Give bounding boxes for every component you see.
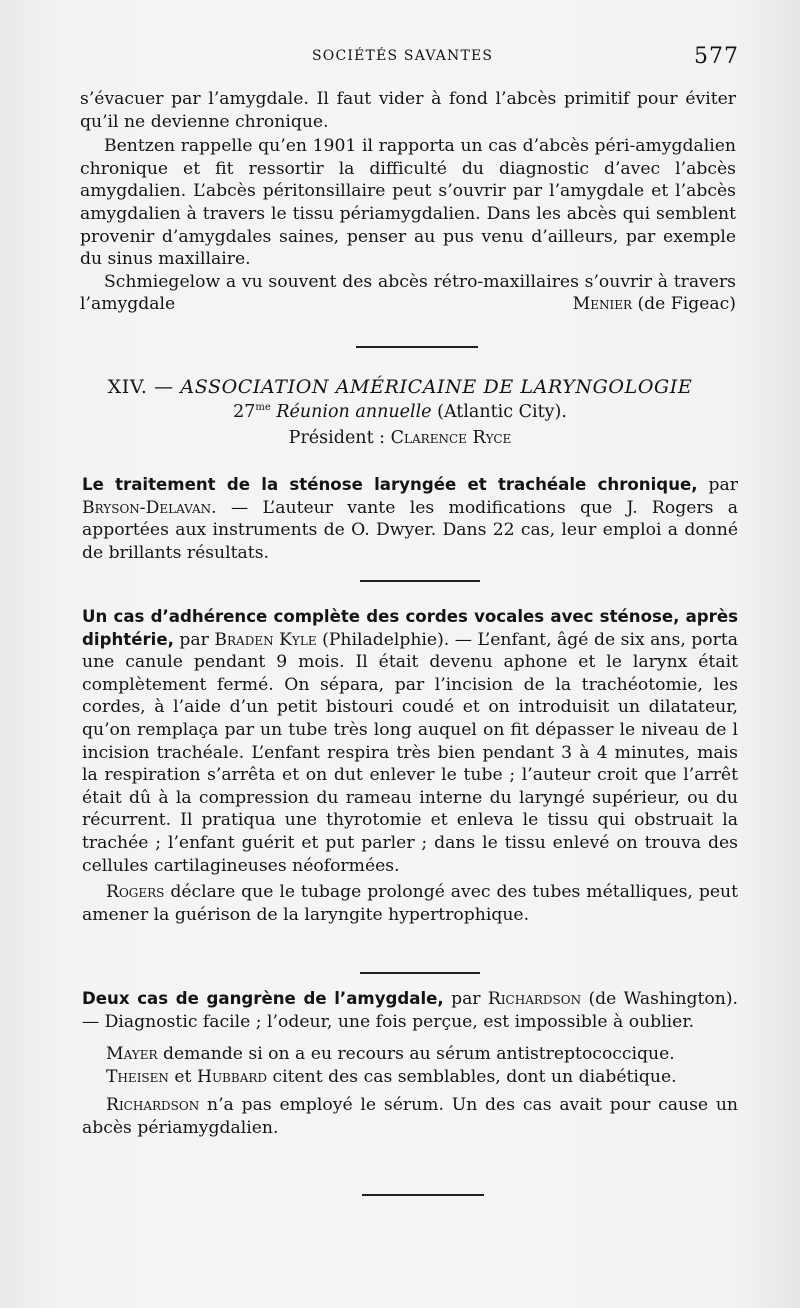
richardson-paragraph (82, 1094, 738, 1139)
mayer-name: Mayer (106, 1044, 158, 1065)
running-title: SOCIÉTÉS SAVANTES (312, 48, 494, 64)
page-header (0, 44, 800, 74)
mayer-text: demande si on a eu recours au sérum antistreptococcique. (162, 1044, 675, 1065)
top-block (80, 88, 736, 316)
section-heading (0, 376, 800, 398)
section-title: ASSOCIATION AMÉRICAINE DE LARYNGOLOGIE (180, 376, 693, 398)
richardson-text: n’a pas employé le sérum. Un des cas avait pour cause un abcès périamygdalien. (82, 1095, 738, 1138)
signature (80, 293, 736, 316)
signature-name: Menier (572, 294, 632, 315)
article-adhesion-paragraph (82, 606, 738, 877)
divider-3 (362, 1194, 484, 1196)
article-gangrene-text: — Diagnostic facile ; l’odeur, une fois perçue, est impossible à oublier. (82, 1011, 695, 1032)
president-line (0, 428, 800, 448)
article-adhesion (82, 606, 738, 926)
meeting-location: (Atlantic City). (437, 402, 567, 422)
paragraph-abscess-continuation: s’évacuer par l’amygdale. Il faut vider à fond l’abcès primitif pour éviter qu’il ne devienne chronique. (80, 89, 736, 132)
theisen-text: citent des cas semblables, dont un diabétique. (272, 1066, 677, 1087)
article-gangrene-title: Deux cas de gangrène de l’amygdale, (82, 989, 444, 1008)
article-stenosis-paragraph (82, 474, 738, 564)
page-number: 577 (694, 44, 739, 69)
article-gangrene-paragraph (82, 988, 738, 1033)
meeting-name: Réunion annuelle (276, 402, 432, 422)
theisen-name: Theisen (106, 1066, 169, 1087)
article-adhesion-text: — L’enfant, âgé de six ans, porta une canule pendant 9 mois. Il était devenu aphone et le larynx était complètement fermé. On sépara, par l’incision de la trachéotomie, les cordes, à l’aide d’un petit bistouri coudé et on introduisit un dilatateur, qu’on remplaça par un tube très long auquel on fit dépasser le niveau de l incision trachéale. L’enfant respira très bien pendant 3 à 4 minutes, mais la respiration s’arrêta et on dut enlever le tube ; l’auteur croit que l’arrêt était dû à la compression du rameau interne du laryngé supérieur, ou du récurrent. Il pratiqua une thyrotomie et enleva le tissu qui obstruait la trachée ; l’enfant guérit et put parler ; dans le tissu enlevé on trouva des cellules cartilagineuses néoformées. (82, 629, 739, 876)
article-gangrene (82, 988, 738, 1140)
article-stenosis (82, 474, 738, 564)
signature-place: (de Figeac) (637, 294, 736, 315)
article-adhesion-by: par (179, 629, 209, 650)
article-stenosis-by: par (708, 475, 738, 495)
divider-1 (360, 580, 480, 582)
hubbard-name: Hubbard (196, 1066, 268, 1087)
president-name: Clarence Ryce (390, 428, 512, 448)
meeting-ordinal: 27 (233, 402, 256, 422)
section-divider (356, 346, 478, 348)
article-adhesion-author: Braden Kyle (214, 629, 317, 650)
article-adhesion-title: Un cas d’adhérence complète des cordes vocales avec sténose, après diphtérie, (82, 607, 738, 649)
rogers-name: Rogers (106, 882, 165, 903)
schmiegelow-text: Schmiegelow a vu souvent des abcès rétro-maxillaires s’ouvrir à travers l’amygdale (80, 271, 736, 315)
meeting-line (0, 402, 800, 422)
article-gangrene-by: par (451, 989, 481, 1009)
meeting-ordinal-suffix: me (255, 402, 271, 414)
article-gangrene-author-place: (de Washington). (588, 989, 739, 1009)
rogers-paragraph (82, 881, 738, 926)
richardson-name: Richardson (106, 1095, 200, 1116)
article-gangrene-author: Richardson (487, 989, 582, 1009)
article-stenosis-text: — L’auteur vante les modifications que J. Rogers a apportées aux instruments de O. Dwyer. Dans 22 cas, leur emploi a donné de brillants résultats. (82, 497, 738, 563)
article-adhesion-author-place: (Philadelphie). (322, 629, 450, 650)
article-stenosis-title: Le traitement de la sténose laryngée et trachéale chronique, (82, 475, 698, 494)
paragraph-bentzen: Bentzen rappelle qu’en 1901 il rapporta un cas d’abcès péri-amygdalien chronique et fit ressortir la difficulté du diagnostic d’avec l’abcès amygdalien. L’abcès péritonsillaire peut s’ouvrir par l’amygdale et l’abcès amygdalien à travers le tissu périamygdalien. Dans les abcès qui semblent provenir d’amygdales saines, penser au pus venu d’ailleurs, par exemple du sinus maxillaire. (80, 136, 736, 270)
mayer-paragraph (82, 1043, 738, 1066)
theisen-paragraph (82, 1066, 738, 1089)
theisen-and: et (174, 1066, 192, 1087)
rogers-text: déclare que le tubage prolongé avec des tubes métalliques, peut amener la guérison de la laryngite hypertrophique. (82, 882, 738, 925)
article-stenosis-author: Bryson-Delavan. (82, 497, 217, 518)
divider-2 (360, 972, 480, 974)
president-label: Président : (288, 428, 386, 448)
section-number: XIV. — (107, 376, 174, 398)
